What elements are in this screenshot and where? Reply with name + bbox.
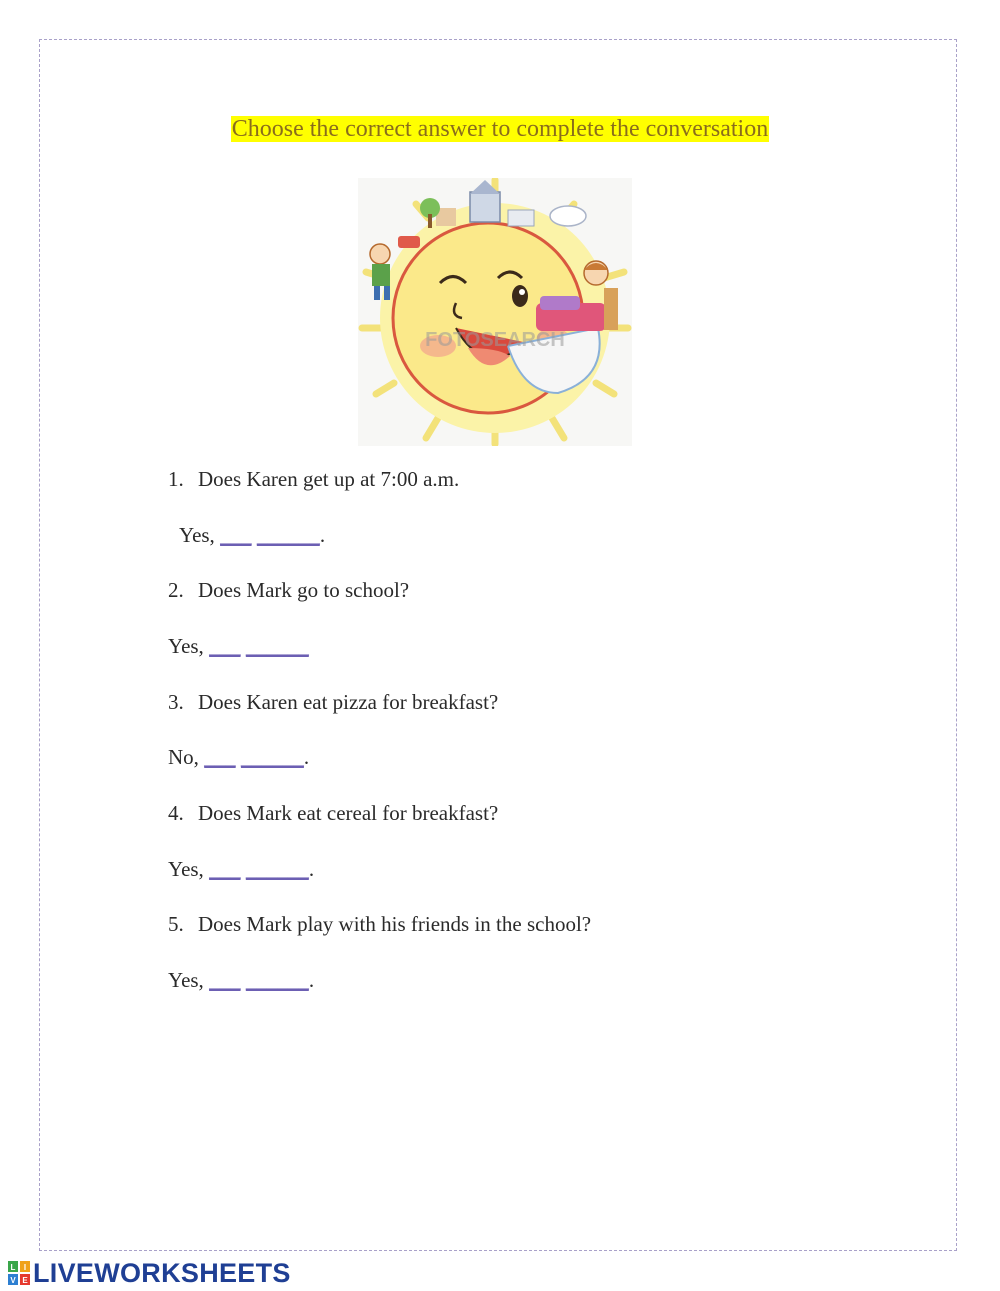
sun-illustration [358,178,632,446]
answer-blank[interactable]: ______ [245,857,309,881]
answer-blank[interactable]: ___ [209,968,241,992]
question-4 [168,801,498,826]
watermark-text: FOTOSEARCH [425,329,565,351]
question-text: Does Mark go to school? [198,578,410,602]
question-text: Does Mark eat cereal for breakfast? [198,801,499,825]
answer-blank[interactable]: ______ [245,968,309,992]
answer-prefix: Yes, [179,523,215,547]
question-number: 5. [168,912,184,936]
question-5 [168,912,591,937]
question-text: Does Karen get up at 7:00 a.m. [198,467,460,491]
question-text: Does Karen eat pizza for breakfast? [198,690,499,714]
answer-prefix: Yes, [168,634,204,658]
answer-suffix: . [308,857,315,881]
answer-suffix: . [303,745,310,769]
svg-text:L: L [10,1263,16,1272]
answer-line-2 [168,634,309,659]
question-number: 2. [168,578,184,602]
answer-line-4 [168,857,314,882]
question-3 [168,690,498,715]
answer-suffix: . [308,968,315,992]
question-2 [168,578,409,603]
question-number: 4. [168,801,184,825]
question-1 [168,467,459,492]
answer-line-5 [168,968,314,993]
title-text: Choose the correct answer to complete the conversation [231,116,769,142]
answer-blank[interactable]: ___ [204,745,236,769]
answer-blank[interactable]: ______ [245,634,309,658]
answer-line-1 [179,523,325,548]
svg-text:V: V [10,1276,16,1285]
answer-prefix: No, [168,745,199,769]
brand-name: LIVEWORKSHEETS [33,1257,291,1288]
answer-blank[interactable]: ______ [256,523,320,547]
answer-blank[interactable]: ___ [209,634,241,658]
liveworksheets-logo-icon [8,1261,30,1285]
answer-suffix: . [319,523,326,547]
question-number: 1. [168,467,184,491]
question-number: 3. [168,690,184,714]
question-text: Does Mark play with his friends in the school? [198,912,592,936]
answer-blank[interactable]: ______ [240,745,304,769]
svg-text:E: E [22,1276,28,1285]
answer-blank[interactable]: ___ [209,857,241,881]
answer-blank[interactable]: ___ [220,523,252,547]
liveworksheets-logo[interactable] [8,1258,291,1288]
answer-prefix: Yes, [168,857,204,881]
answer-prefix: Yes, [168,968,204,992]
answer-line-3 [168,745,309,770]
svg-text:I: I [23,1263,27,1272]
worksheet-title [0,116,1000,143]
